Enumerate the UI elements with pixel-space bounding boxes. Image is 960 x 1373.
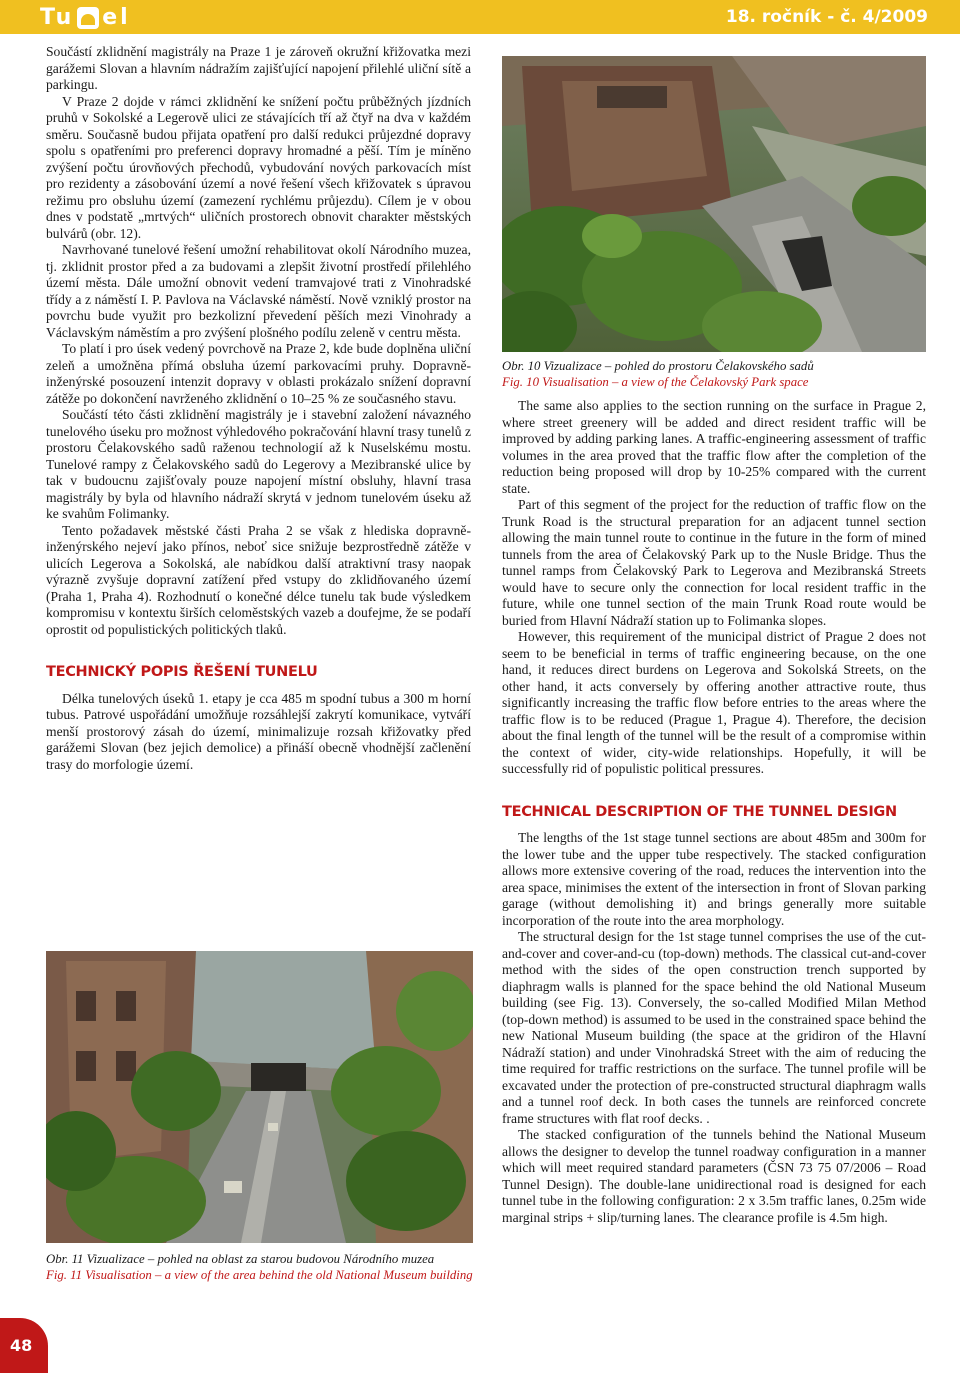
logo-text-start: Tu [40, 5, 75, 30]
czech-column [46, 44, 471, 773]
logo-text-end: el [102, 5, 131, 30]
english-paragraph: The same also applies to the section running on the surface in Prague 2, where street greenery will be added and direct resident traffic will be improved by adding parking lanes. A traffic-engineering assessment of traffic volumes in the area proved that the traffic flow after the completion of the reduction being proposed will drop by 10-25% compared with the current state. [502, 398, 926, 496]
english-paragraph: The stacked configuration of the tunnels behind the National Museum allows the designer to develop the tunnel roadway configuration in a manner which will meet required standard parameters (ČSN 73 75 07/2006 – Road Tunnel Design). The double-lane unidirectional road is designed for each tunnel tube in the following configuration: 2 x 3.5m traffic lanes, 0.25m wide marginal strips + slip/turning lanes. The clearance profile is 4.5m high. [502, 1127, 926, 1225]
english-paragraph: The lengths of the 1st stage tunnel sections are about 485m and 300m for the lower tube and the upper tube respectively. The stacked configuration allows more extensive covering of the road, reduces the intervention into the area space, minimises the extent of the intersection in front of Slovan parking garage (without demolishing it) and brings generally more suitable incorporation of the route into the area morphology. [502, 830, 926, 928]
english-column [502, 398, 926, 1226]
english-paragraph: Part of this segment of the project for the reduction of traffic flow on the Trunk Road is the structural preparation for an adjacent tunnel section allowing the main tunnel route to continue in the future in the form of mined tunnels from the area of Čelakovský Park up to the Nusle Bridge. Thus the tunnel ramps from Čelakovský Park to Legerova and Mezibranská Streets would have to secure only the connection for local resident traffic in the future, while one tunnel section of the main Trunk Road route would be buried from Hlavní Nádraží station up to Folimanka slopes. [502, 497, 926, 628]
czech-paragraph: Součástí této části zklidnění magistrály je i stavební založení návazného tunelového úseku pro možnost výhledového pokračování hlavní trasy tunelů z prostoru Čelakovského sadů raženou technologií až k Nuselskému mostu. Tunelové rampy z Čelakovského sadů do Legerovy a Mezibranské ulice by tak v budoucnu zajišťovaly pouze napojení místní obsluhy, hlavní trasa magistrály by byla od hlavního nádraží skrytá v jednom tunelovém úseku až ke svahům Folimanky. [46, 407, 471, 521]
figure-11-visualisation [46, 951, 473, 1243]
magazine-logo [40, 5, 131, 30]
czech-paragraph: Navrhované tunelové řešení umožní rehabilitovat okolí Národního muzea, tj. zklidnit prostor před a za budovami a zlepšit životní prostředí přilehlého území města. Dále umožní obnovit vedení tramvajové trati z Vinohradské třídy a z náměstí I. P. Pavlova na Václavské náměstí. Nově vzniklý prostor na povrchu bude využit pro bezkolizní převedení pěších mezi Vinohrady a Václavským náměstím a pro zvýšení plošného podílu zeleně v centru města. [46, 242, 471, 340]
czech-paragraph: V Praze 2 dojde v rámci zklidnění ke snížení počtu průběžných jízdních pruhů v Sokolské a Legerově ulici ze stávajících tří až čtyř na dva v každém směru. Současně budou přijata opatření pro další redukci průjezdné dopravy spolu s opatřeními pro preferenci dopravy hromadné a pěší. Tím je míněno zvýšení počtu úrovňových přechodů, vybudování nových parkovacích míst pro rezidenty a zásobování území a nové řešení všech křižovatek s úpravou režimu pro obsluhu území (zamezení rychlému průjezdu). Cílem je v obou dnes v podstatě „mrtvých“ uličních prostorech obnovit charakter městských bulvárů (obr. 12). [46, 93, 471, 241]
czech-paragraph: Součástí zklidnění magistrály na Praze 1 je zároveň okružní křižovatka mezi garážemi Slovan a hlavním nádražím zajišťující napojení přilehlé uliční sítě a parkingu. [46, 44, 471, 92]
tunnel-icon [77, 7, 99, 29]
figure-10-caption-cz: Obr. 10 Vizualizace – pohled do prostoru Čelakovského sadů [502, 359, 814, 373]
figure-10-caption [502, 358, 926, 390]
czech-paragraph: To platí i pro úsek vedený povrchově na Praze 2, kde bude doplněna uliční zeleň a umožněna přímá obsluha území parkovacími pruhy. Dopravně-inženýrské posouzení intenzit dopravy v oblasti prokázalo snížení dopravní zátěže po dokončení navrženého zklidnění o 10–25 % ze současného stavu. [46, 341, 471, 406]
czech-paragraph: Tento požadavek městské části Praha 2 se však z hlediska dopravně-inženýrského nejeví jako přínos, neboť sice snižuje bezprostředně zátěže v ulicích Legerova a Sokolská, ale nabídkou další atraktivní trasy naopak výrazně zvyšuje dopravní zatížení před vstupy do zklidňovaného území (Praha 1, Praha 4). Rozhodnutí o konečné délce tunelu tak bude výsledkem kompromisu v kontextu širších celoměstských vazeb a doufejme, že se podaří oprostit od populistických politických tlaků. [46, 522, 471, 637]
header-bar [0, 0, 960, 34]
english-paragraph: However, this requirement of the municipal district of Prague 2 does not seem to be beneficial in terms of traffic engineering because, on the one hand, it reduces direct burdens on Legerova and Sokolská Streets, on the other hand, it acts conversely by offering another attractive route, thus significantly increasing the traffic flow before entries to the areas where the traffic flow is to be reduced (Prague 1, Prague 4). Therefore, the decision about the final length of the tunnel will be the result of a compromise within the context of wider, city-wide relationships. Hopefully, it will be successfully rid of populistic political pressures. [502, 629, 926, 776]
czech-section-heading: TECHNICKÝ POPIS ŘEŠENÍ TUNELU [46, 664, 318, 680]
figure-11-caption [46, 1251, 473, 1283]
czech-paragraph: Délka tunelových úseků 1. etapy je cca 485 m spodní tubus a 300 m horní tubus. Patrové uspořádání umožňuje rozsáhlejší zakrytí komunikace, vytváří menší prostorový zásah do území, minimalizuje rozsah křižovatky před garážemi Slovan (bez jejich demolice) a přináší obecně vhodnější začlenění trasy do morfologie území. [46, 690, 471, 772]
issue-label: 18. ročník - č. 4/2009 [725, 7, 928, 27]
figure-11-caption-cz: Obr. 11 Vizualizace – pohled na oblast za starou budovou Národního muzea [46, 1252, 435, 1266]
english-paragraph: The structural design for the 1st stage tunnel comprises the use of the cut-and-cover and cover-and-cu (top-down) methods. The classical cut-and-cover method with the sides of the open construction trench supported by diaphragm walls is planned for the space behind the old National Museum building (see Fig. 13). Conversely, the so-called Modified Milan Method (top-down method) is assumed to be used in the constrained space behind the new National Museum building (the space at the gridiron of the Hlavní Nádraží station) and under Vinohradská Street with the aim of reducing the time required for traffic restrictions on the surface. The tunnel profile will be excavated under the protection of pre-constructed structural diaphragm walls and a tunnel roof deck. In both cases the tunnels are reinforced concrete frame structures with flat roof decks. . [502, 929, 926, 1126]
page-number: 48 [10, 1336, 33, 1355]
figure-11-caption-en: Fig. 11 Visualisation – a view of the area behind the old National Museum building [46, 1268, 473, 1282]
english-section-heading: TECHNICAL DESCRIPTION OF THE TUNNEL DESIGN [502, 803, 897, 820]
figure-10-caption-en: Fig. 10 Visualisation – a view of the Čelakovský Park space [502, 375, 809, 389]
park-rendering-image [502, 56, 926, 352]
page-number-tab [0, 1318, 48, 1373]
museum-rendering-image [46, 951, 473, 1243]
figure-10-visualisation [502, 56, 926, 352]
